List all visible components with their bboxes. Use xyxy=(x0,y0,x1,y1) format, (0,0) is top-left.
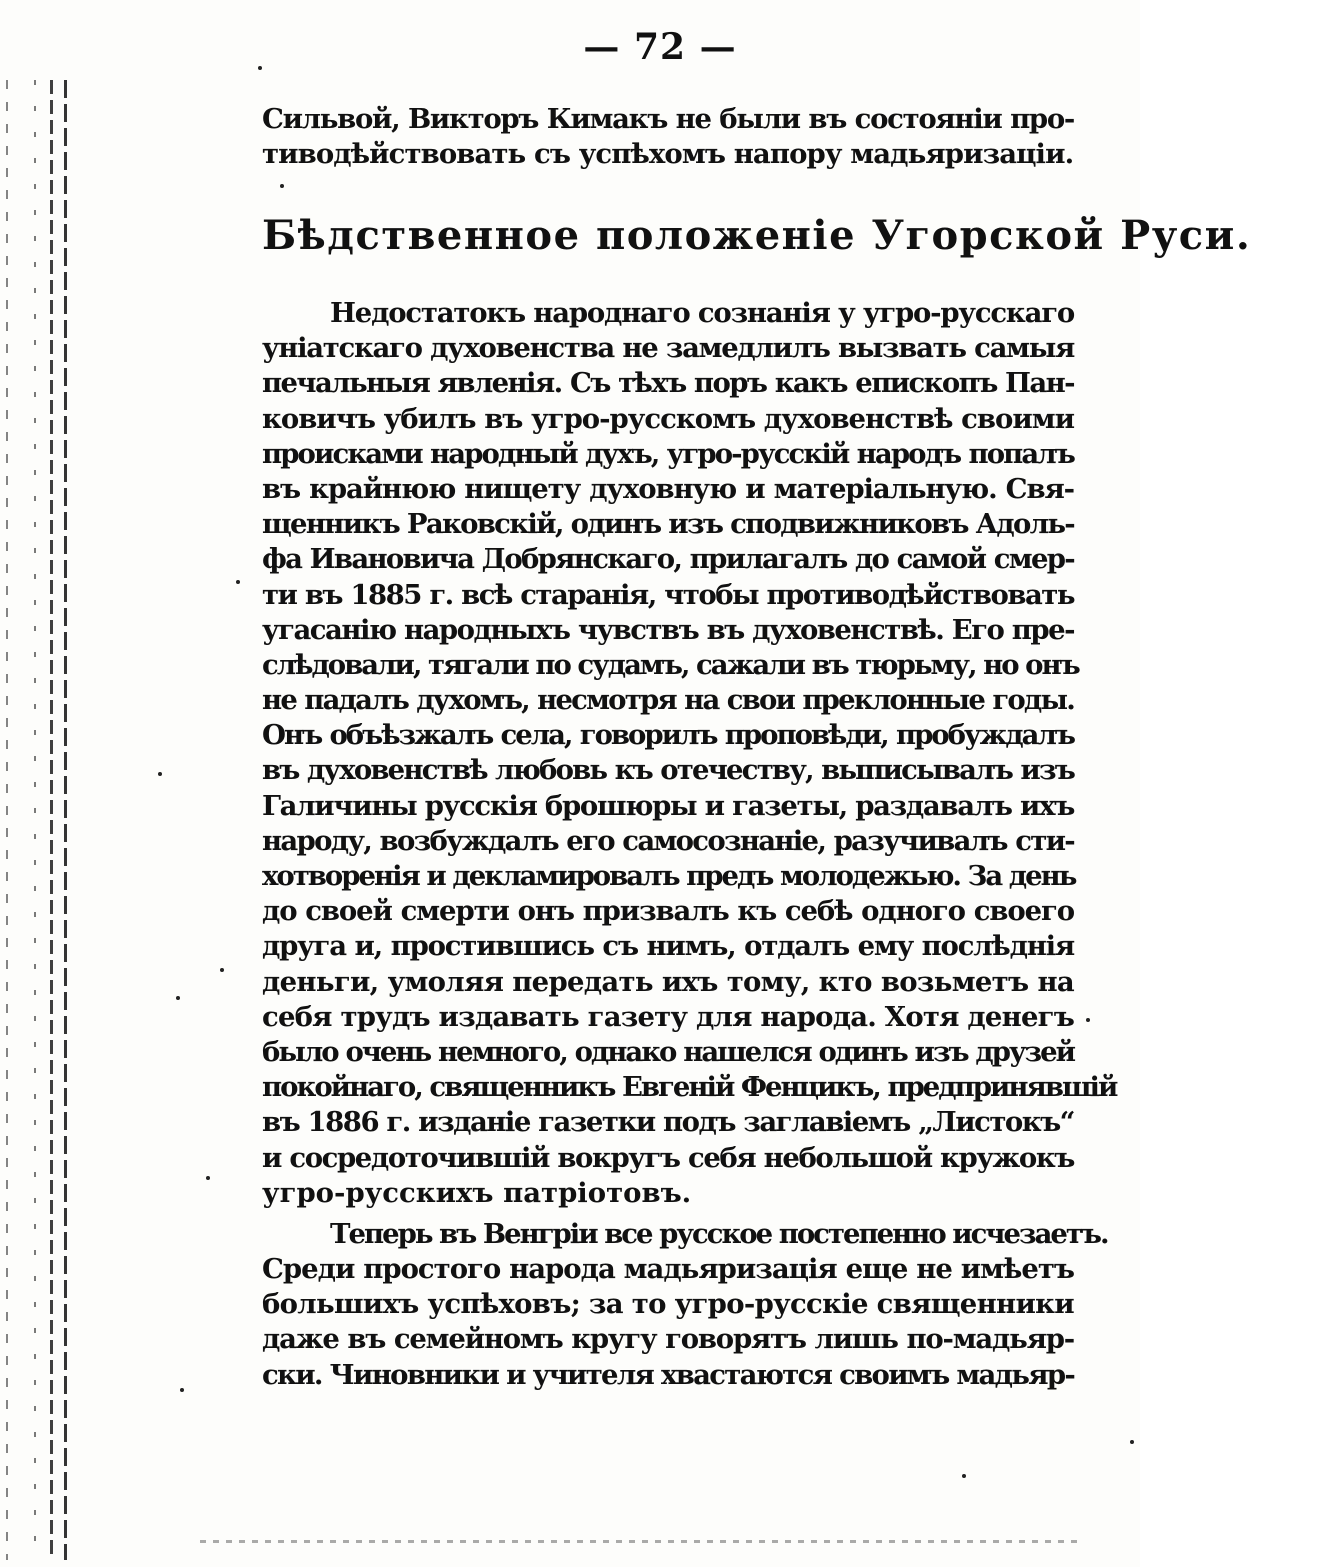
text-line: угро-русскихъ патрiотовъ. xyxy=(262,1176,692,1209)
scan-speck xyxy=(962,1474,966,1478)
text-line: Недостатокъ народнаго сознанiя у угро-русскаго xyxy=(330,297,1074,329)
text-line: и сосредоточившiй вокругъ себя небольшой кружокъ xyxy=(262,1141,1074,1174)
text-line: себя трудъ издавать газету для народа. Хотя денегъ xyxy=(262,1000,1075,1033)
text-line: хотворенiя и декламировалъ предъ молодежью. За день xyxy=(262,860,1076,892)
text-line: ти въ 1885 г. всѣ старанiя, чтобы противодѣйствовать xyxy=(262,578,1074,611)
bottom-edge-scan-artifact xyxy=(200,1540,1080,1543)
paragraph-1 xyxy=(262,296,1117,1393)
text-line: фа Ивановича Добрянскаго, прилагалъ до самой смер- xyxy=(262,543,1074,576)
scan-speck xyxy=(220,968,224,972)
text-line: деньги, умоляя передать ихъ тому, кто возьметъ на xyxy=(262,965,1074,998)
text-line: Сильвой, Викторъ Кимакъ не были въ состоянiи про- xyxy=(262,103,1074,135)
text-line: покойнаго, священникъ Евгенiй Фенцикъ, предпринявшiй xyxy=(262,1071,1117,1104)
text-line: Теперь въ Венгрiи все русское постепенно исчезаетъ. xyxy=(330,1217,1108,1250)
text-line: ски. Чиновники и учителя хвастаются своимъ мадьяр- xyxy=(262,1358,1075,1391)
binding-stripe xyxy=(64,80,67,1560)
scan-speck xyxy=(236,580,240,584)
scan-speck xyxy=(180,1388,184,1392)
scan-speck xyxy=(206,1176,210,1180)
text-line: слѣдовали, тягали по судамъ, сажали въ тюрьму, но онъ xyxy=(262,648,1079,681)
binding-stripe xyxy=(50,80,53,1560)
text-line: даже въ семейномъ кругу говорятъ лишь по-мадьяр- xyxy=(262,1323,1074,1356)
text-line: въ крайнюю нищету духовную и матерiальную. Свя- xyxy=(262,472,1074,505)
text-line: тиводѣйствовать съ успѣхомъ напору мадьяризацiи. xyxy=(262,138,1074,171)
text-line: ковичъ убилъ въ угро-русскомъ духовенствѣ своими xyxy=(262,402,1074,435)
scan-speck xyxy=(1086,1018,1090,1022)
text-line: было очень немного, однако нашелся одинъ изъ друзей xyxy=(262,1035,1074,1068)
text-line: Галичины русскiя брошюры и газеты, раздавалъ ихъ xyxy=(262,789,1074,822)
text-line: происками народный духъ, угро-русскiй народъ попалъ xyxy=(262,437,1074,470)
section-heading: Бѣдственное положенiе Угорской Руси. xyxy=(262,212,1252,259)
text-line: въ 1886 г. изданiе газетки подъ заглавiемъ „Листокъ“ xyxy=(262,1106,1074,1139)
text-line: не падалъ духомъ, несмотря на свои преклонные годы. xyxy=(262,684,1074,717)
text-line: Онъ объѣзжалъ села, говорилъ проповѣди, пробуждалъ xyxy=(262,719,1074,752)
page-number: — 72 — xyxy=(583,26,737,68)
binding-stripe xyxy=(6,80,8,1560)
text-line: въ духовенствѣ любовь къ отечеству, выписывалъ изъ xyxy=(262,754,1074,787)
text-line: унiатскаго духовенства не замедлилъ вызвать самыя xyxy=(262,332,1074,365)
text-line: угасанiю народныхъ чувствъ въ духовенствѣ. Его пре- xyxy=(262,613,1074,646)
text-line: до своей смерти онъ призвалъ къ себѣ одного своего xyxy=(262,895,1074,928)
text-line: друга и, простившись съ нимъ, отдалъ ему послѣднiя xyxy=(262,930,1074,963)
binding-edge-scan-artifact xyxy=(0,80,80,1560)
text-line: щенникъ Раковскiй, одинъ изъ сподвижниковъ Адоль- xyxy=(262,508,1074,541)
scan-speck xyxy=(158,772,162,776)
binding-stripe xyxy=(34,80,36,1560)
scan-speck xyxy=(1130,1440,1134,1444)
text-line: народу, возбуждалъ его самосознанiе, разучивалъ сти- xyxy=(262,824,1074,857)
continued-paragraph xyxy=(262,102,1074,172)
text-line: Среди простого народа мадьяризацiя еще не имѣетъ xyxy=(262,1253,1074,1286)
text-line: большихъ успѣховъ; за то угро-русскiе священники xyxy=(262,1288,1074,1321)
scan-speck xyxy=(280,184,284,188)
text-line: печальныя явленiя. Съ тѣхъ поръ какъ епископъ Пан- xyxy=(262,367,1074,400)
scan-speck xyxy=(176,996,180,1000)
